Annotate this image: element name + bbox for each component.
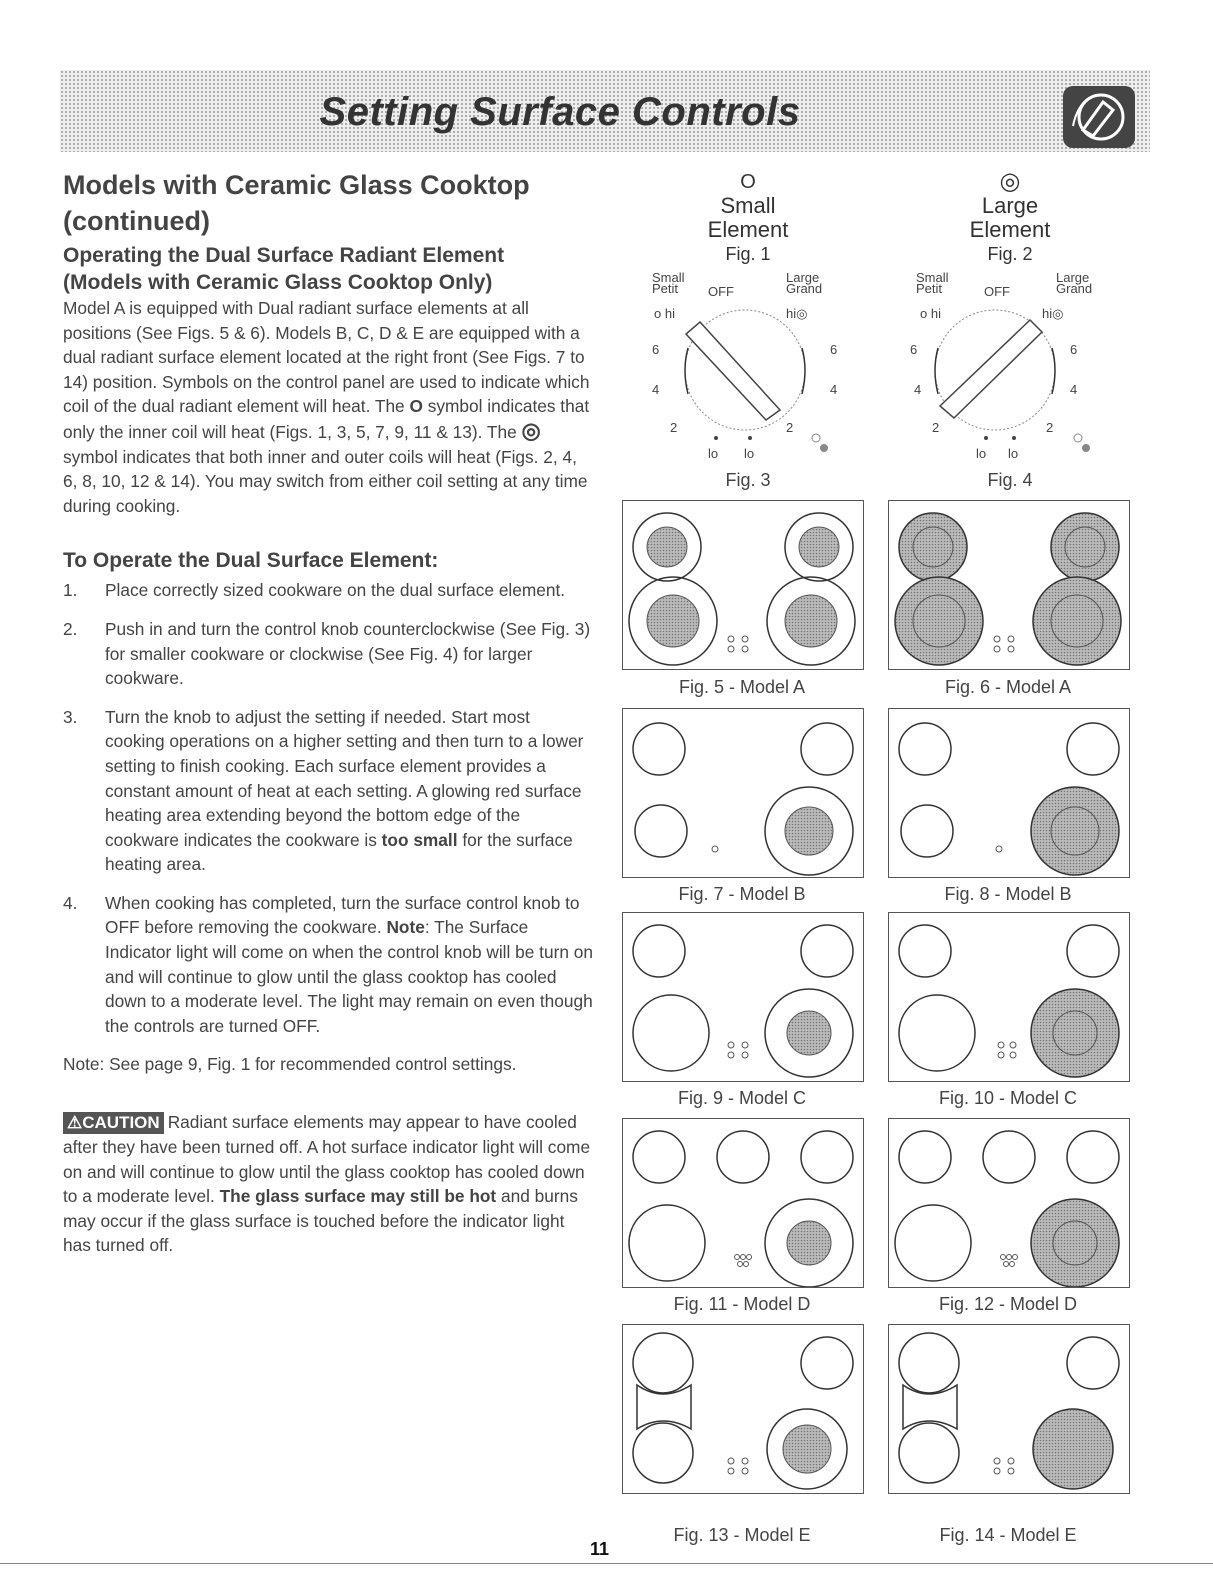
- knob-label-lo: lo: [708, 446, 719, 461]
- step-text: for the surface heating area.: [105, 829, 573, 875]
- caution-text: Radiant surface elements may appear to have cooled after they have been turned off. A hot surface indicator light will come on and will continue to glow until the glass cooktop has cooled down to a moderate level.: [63, 1112, 591, 1207]
- knob-label-petit: Petit: [652, 281, 679, 296]
- fig9-caption: Fig. 9 - Model C: [677, 1088, 807, 1108]
- large-coil-symbol: ◎: [999, 168, 1021, 195]
- fig14-cooktop: [888, 1324, 1130, 1494]
- fig11-caption: Fig. 11 - Model D: [673, 1294, 811, 1314]
- fig3-caption: Fig. 3: [725, 470, 771, 490]
- knob-label-hi-small: o hi: [654, 306, 675, 321]
- knob-label-4: 4: [1070, 382, 1078, 397]
- fig12-caption: Fig. 12 - Model D: [938, 1294, 1078, 1314]
- step-text: Turn the knob to adjust the setting if needed. Start most cooking operations on a higher setting and then turn to a lower setting to finish cooking. Each surface element provides a constant amount of heat at each setting. A glowing red surface heating area extending beyond the bottom edge of the cookware indicates the cookware is: [105, 706, 584, 850]
- knob-label-4: 4: [914, 382, 922, 397]
- large-coil-symbol: ◎: [521, 417, 541, 443]
- fig13-cooktop: [622, 1324, 864, 1494]
- knob-label-off: OFF: [984, 284, 1010, 299]
- caution-emphasis: The glass surface may still be hot: [219, 1186, 497, 1207]
- fig8-cooktop: [888, 708, 1130, 878]
- subtitle-1: Operating the Dual Surface Radiant Element: [63, 244, 505, 267]
- list-item: [63, 891, 593, 1039]
- fig1-line2: Element: [707, 217, 789, 242]
- knob-label-lo: lo: [976, 446, 987, 461]
- knob-label-petit: Petit: [916, 281, 943, 296]
- step-text: Push in and turn the control knob counterclockwise (See Fig. 3) for smaller cookware or clockwise (See Fig. 4) for larger cookware.: [105, 618, 591, 689]
- page-number: 11: [590, 1539, 610, 1559]
- section-title-continued: (continued): [63, 206, 210, 236]
- small-coil-symbol: O: [409, 396, 423, 417]
- knob-label-grand: Grand: [1056, 281, 1093, 296]
- settings-note: Note: See page 9, Fig. 1 for recommended control settings.: [63, 1054, 517, 1075]
- knob-label-hi-small: o hi: [920, 306, 941, 321]
- step-emphasis: Note: [386, 917, 425, 938]
- fig10-cooktop: [888, 912, 1130, 1082]
- fig5-caption: Fig. 5 - Model A: [678, 677, 806, 697]
- knob-label-hi-large: hi◎: [786, 306, 808, 321]
- knob-label-grand: Grand: [786, 281, 823, 296]
- knob-label-6: 6: [910, 342, 918, 357]
- intro-text-2: symbol indicates that only the inner coil will heat (Figs. 1, 3, 5, 7, 9, 11 & 13). The: [63, 396, 590, 442]
- step-number: 4.: [63, 892, 78, 913]
- knob-label-small: Small: [916, 270, 949, 285]
- fig2-line2: Element: [969, 217, 1051, 242]
- fig9-cooktop: [622, 912, 864, 1082]
- knob-label-large: Large: [786, 270, 820, 285]
- fig2-line1: Large: [981, 193, 1039, 218]
- knob-label-hi-large: hi◎: [1042, 306, 1064, 321]
- caution-badge: ⚠CAUTION: [63, 1112, 164, 1134]
- fig6-cooktop: [888, 500, 1130, 670]
- knob-label-small: Small: [652, 270, 685, 285]
- knob-label-6: 6: [1070, 342, 1078, 357]
- fig4-knob: [910, 270, 1120, 470]
- fig1-caption: Fig. 1: [725, 244, 771, 264]
- knob-label-4: 4: [652, 382, 660, 397]
- operate-title: To Operate the Dual Surface Element:: [63, 549, 439, 573]
- step-number: 3.: [63, 706, 78, 727]
- fig14-caption: Fig. 14 - Model E: [939, 1525, 1077, 1545]
- step-emphasis: too small: [381, 829, 458, 850]
- instructions-column: [63, 168, 593, 1275]
- footer-divider: [0, 1563, 1213, 1564]
- fig1-line1: Small: [720, 193, 776, 218]
- knob-dial-icon: [640, 270, 850, 470]
- fig10-caption: Fig. 10 - Model C: [938, 1088, 1078, 1108]
- page-title: Setting Surface Controls: [319, 90, 801, 134]
- intro-text-1: Model A is equipped with Dual radiant surface elements at all positions (See Figs. 5 & 6). Models B, C, D & E are equipped with a dual radiant surface element located at the right front (See Figs. 7 to 14) position. Symbols on the control panel are used to indicate which coil of the dual radiant element will heat. The: [63, 298, 590, 417]
- fig5-cooktop: [622, 500, 864, 670]
- section-title: Models with Ceramic Glass Cooktop: [63, 170, 530, 200]
- knob-label-off: OFF: [708, 284, 734, 299]
- subtitle-2: (Models with Ceramic Glass Cooktop Only): [63, 271, 493, 294]
- knob-dial-icon: [910, 270, 1120, 470]
- list-item: [63, 705, 593, 877]
- step-number: 2.: [63, 618, 78, 639]
- knob-label-6: 6: [830, 342, 838, 357]
- knob-label-6: 6: [652, 342, 660, 357]
- small-coil-symbol: O: [740, 171, 756, 193]
- fig3-knob: [640, 270, 850, 470]
- fig6-caption: Fig. 6 - Model A: [944, 677, 1072, 697]
- fig2-caption: Fig. 2: [987, 244, 1033, 264]
- step-number: 1.: [63, 580, 78, 601]
- knob-label-2: 2: [670, 420, 678, 435]
- fig8-caption: Fig. 8 - Model B: [944, 884, 1072, 904]
- fig2-label: [910, 170, 1110, 266]
- cooktop-knob-icon: [1063, 86, 1135, 148]
- intro-paragraph: [63, 296, 593, 518]
- step-text: Place correctly sized cookware on the dual surface element.: [105, 580, 566, 601]
- knob-label-2: 2: [786, 420, 794, 435]
- caution-text: and burns may occur if the glass surface is touched before the indicator light has turned off.: [63, 1186, 578, 1256]
- list-item: [63, 617, 593, 691]
- step-text: : The Surface Indicator light will come on when the control knob will be turn on and will continue to glow until the glass cooktop has cooled down to a moderate level. The light may remain on even though the controls are turned OFF.: [105, 917, 593, 1036]
- knob-label-2: 2: [1046, 420, 1054, 435]
- fig1-label: [648, 170, 848, 266]
- knob-label-large: Large: [1056, 270, 1090, 285]
- fig4-caption: Fig. 4: [987, 470, 1033, 490]
- fig11-cooktop: [622, 1118, 864, 1288]
- step-text: When cooking has completed, turn the surface control knob to OFF before removing the cookware.: [105, 892, 580, 938]
- fig13-caption: Fig. 13 - Model E: [673, 1525, 811, 1545]
- knob-label-4: 4: [830, 382, 838, 397]
- steps-list: [63, 578, 593, 1038]
- intro-text-3: symbol indicates that both inner and outer coils will heat (Figs. 2, 4, 6, 8, 10, 12 & 14). You may switch from either coil setting at any time during cooking.: [63, 446, 588, 516]
- knob-label-lo: lo: [1008, 446, 1019, 461]
- caution-paragraph: [63, 1110, 593, 1258]
- fig7-cooktop: [622, 708, 864, 878]
- list-item: [63, 578, 593, 603]
- knob-label-2: 2: [932, 420, 940, 435]
- knob-label-lo: lo: [744, 446, 755, 461]
- fig12-cooktop: [888, 1118, 1130, 1288]
- fig7-caption: Fig. 7 - Model B: [678, 884, 806, 904]
